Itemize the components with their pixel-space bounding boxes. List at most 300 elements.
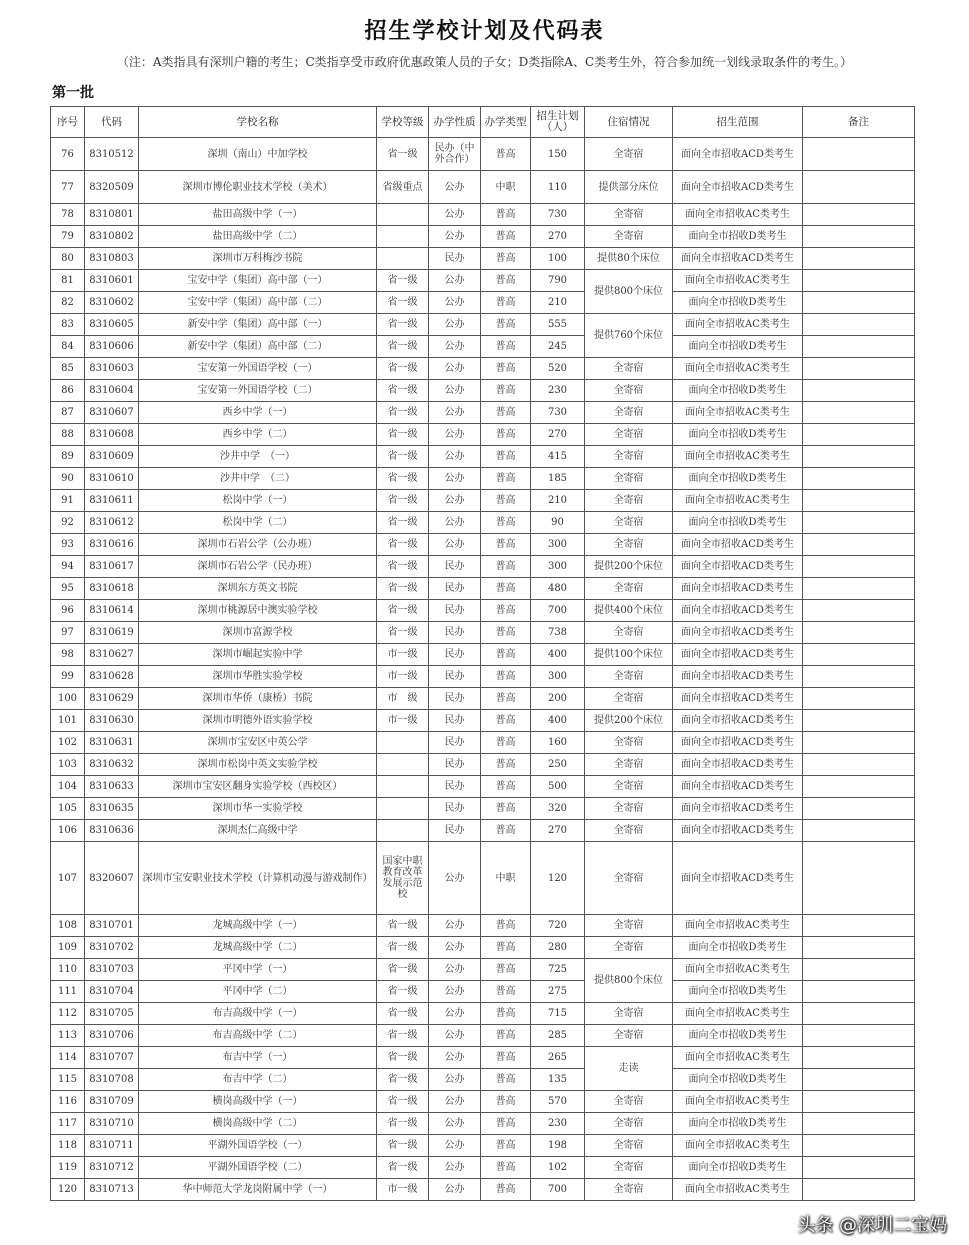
school-code-cell: 8310636 — [85, 820, 139, 842]
school-level-cell: 省一级 — [377, 1157, 429, 1179]
enrollment-scope-cell: 面向全市招收AC类考生 — [673, 959, 803, 981]
ownership-cell: 公办 — [429, 959, 481, 981]
ownership-cell: 公办 — [429, 842, 481, 915]
school-type-cell: 普高 — [481, 512, 531, 534]
school-code-cell: 8310707 — [85, 1047, 139, 1069]
boarding-cell: 全寄宿 — [585, 468, 673, 490]
table-row — [51, 1091, 915, 1113]
boarding-cell: 全寄宿 — [585, 798, 673, 820]
remarks-cell — [803, 402, 915, 424]
school-code-cell: 8310617 — [85, 556, 139, 578]
table-row — [51, 688, 915, 710]
ownership-cell: 公办 — [429, 446, 481, 468]
remarks-cell — [803, 336, 915, 358]
enrollment-plan-cell: 700 — [531, 1179, 585, 1201]
school-type-cell: 普高 — [481, 578, 531, 600]
school-code-cell: 8310712 — [85, 1157, 139, 1179]
row-index-cell: 94 — [51, 556, 85, 578]
enrollment-scope-cell: 面向全市招收ACD类考生 — [673, 754, 803, 776]
row-index-cell: 117 — [51, 1113, 85, 1135]
ownership-cell: 公办 — [429, 314, 481, 336]
school-level-cell: 省一级 — [377, 424, 429, 446]
row-index-cell: 88 — [51, 424, 85, 446]
enrollment-scope-cell: 面向全市招收ACD类考生 — [673, 138, 803, 171]
enrollment-scope-cell: 面向全市招收AC类考生 — [673, 1091, 803, 1113]
enrollment-scope-cell: 面向全市招收ACD类考生 — [673, 666, 803, 688]
row-index-cell: 98 — [51, 644, 85, 666]
school-type-cell: 普高 — [481, 600, 531, 622]
enrollment-plan-cell: 415 — [531, 446, 585, 468]
school-level-cell: 市 级 — [377, 688, 429, 710]
school-code-cell: 8310705 — [85, 1003, 139, 1025]
enrollment-scope-cell: 面向全市招收AC类考生 — [673, 1003, 803, 1025]
remarks-cell — [803, 358, 915, 380]
remarks-cell — [803, 1025, 915, 1047]
enrollment-plan-cell: 320 — [531, 798, 585, 820]
row-index-cell: 77 — [51, 171, 85, 204]
header-code: 代码 — [85, 107, 139, 138]
boarding-cell: 全寄宿 — [585, 732, 673, 754]
school-level-cell — [377, 226, 429, 248]
enrollment-scope-cell: 面向全市招收AC类考生 — [673, 1047, 803, 1069]
school-type-cell: 普高 — [481, 710, 531, 732]
school-level-cell — [377, 798, 429, 820]
school-code-cell: 8310614 — [85, 600, 139, 622]
school-name-cell: 深圳市华胜实验学校 — [139, 666, 377, 688]
remarks-cell — [803, 1091, 915, 1113]
enrollment-plan-cell: 790 — [531, 270, 585, 292]
school-name-cell: 深圳市万科梅沙书院 — [139, 248, 377, 270]
school-name-cell: 西乡中学（一） — [139, 402, 377, 424]
school-type-cell: 普高 — [481, 1047, 531, 1069]
school-type-cell: 普高 — [481, 556, 531, 578]
remarks-cell — [803, 798, 915, 820]
boarding-cell: 全寄宿 — [585, 915, 673, 937]
row-index-cell: 89 — [51, 446, 85, 468]
school-name-cell: 深圳市富源学校 — [139, 622, 377, 644]
ownership-cell: 公办 — [429, 1091, 481, 1113]
table-row — [51, 138, 915, 171]
table-row — [51, 600, 915, 622]
ownership-cell: 公办 — [429, 490, 481, 512]
table-row — [51, 336, 915, 358]
ownership-cell: 民办 — [429, 578, 481, 600]
boarding-cell: 提供部分床位 — [585, 171, 673, 204]
school-type-cell: 中职 — [481, 171, 531, 204]
school-code-cell: 8310703 — [85, 959, 139, 981]
school-type-cell: 普高 — [481, 314, 531, 336]
boarding-cell: 全寄宿 — [585, 424, 673, 446]
row-index-cell: 85 — [51, 358, 85, 380]
row-index-cell: 76 — [51, 138, 85, 171]
school-level-cell: 省一级 — [377, 1113, 429, 1135]
school-code-cell: 8310710 — [85, 1113, 139, 1135]
school-code-cell: 8310608 — [85, 424, 139, 446]
enrollment-scope-cell: 面向全市招收D类考生 — [673, 226, 803, 248]
row-index-cell: 106 — [51, 820, 85, 842]
ownership-cell: 民办 — [429, 732, 481, 754]
school-name-cell: 宝安第一外国语学校（二） — [139, 380, 377, 402]
row-index-cell: 109 — [51, 937, 85, 959]
enrollment-scope-cell: 面向全市招收D类考生 — [673, 1113, 803, 1135]
school-type-cell: 普高 — [481, 622, 531, 644]
school-name-cell: 宝安第一外国语学校（一） — [139, 358, 377, 380]
header-enrollment-scope: 招生范围 — [673, 107, 803, 138]
table-row — [51, 556, 915, 578]
school-level-cell: 省一级 — [377, 937, 429, 959]
enrollment-scope-cell: 面向全市招收ACD类考生 — [673, 710, 803, 732]
remarks-cell — [803, 226, 915, 248]
row-index-cell: 78 — [51, 204, 85, 226]
row-index-cell: 99 — [51, 666, 85, 688]
table-row — [51, 1135, 915, 1157]
table-row — [51, 754, 915, 776]
row-index-cell: 96 — [51, 600, 85, 622]
table-row — [51, 842, 915, 915]
ownership-cell: 公办 — [429, 1157, 481, 1179]
school-level-cell: 省一级 — [377, 1091, 429, 1113]
boarding-cell: 全寄宿 — [585, 1157, 673, 1179]
enrollment-scope-cell: 面向全市招收AC类考生 — [673, 314, 803, 336]
school-code-cell: 8310711 — [85, 1135, 139, 1157]
ownership-cell: 公办 — [429, 1025, 481, 1047]
enrollment-scope-cell: 面向全市招收ACD类考生 — [673, 798, 803, 820]
remarks-cell — [803, 556, 915, 578]
row-index-cell: 92 — [51, 512, 85, 534]
remarks-cell — [803, 1003, 915, 1025]
school-level-cell — [377, 754, 429, 776]
enrollment-plan-cell: 250 — [531, 754, 585, 776]
school-code-cell: 8310803 — [85, 248, 139, 270]
school-level-cell: 市一级 — [377, 644, 429, 666]
ownership-cell: 公办 — [429, 915, 481, 937]
enrollment-plan-cell: 570 — [531, 1091, 585, 1113]
school-name-cell: 布吉高级中学（二） — [139, 1025, 377, 1047]
boarding-cell: 全寄宿 — [585, 204, 673, 226]
remarks-cell — [803, 138, 915, 171]
table-row — [51, 959, 915, 981]
header-ownership: 办学性质 — [429, 107, 481, 138]
school-name-cell: 平湖外国语学校（一） — [139, 1135, 377, 1157]
school-name-cell: 宝安中学（集团）高中部（二） — [139, 292, 377, 314]
school-type-cell: 普高 — [481, 292, 531, 314]
enrollment-plan-cell: 100 — [531, 248, 585, 270]
enrollment-plan-cell: 200 — [531, 688, 585, 710]
ownership-cell: 公办 — [429, 937, 481, 959]
school-type-cell: 中职 — [481, 842, 531, 915]
school-type-cell: 普高 — [481, 248, 531, 270]
enrollment-plan-cell: 270 — [531, 424, 585, 446]
enrollment-plan-cell: 230 — [531, 1113, 585, 1135]
enrollment-plan-cell: 160 — [531, 732, 585, 754]
school-level-cell: 省一级 — [377, 446, 429, 468]
school-name-cell: 平冈中学（一） — [139, 959, 377, 981]
school-code-cell: 8310606 — [85, 336, 139, 358]
school-type-cell: 普高 — [481, 981, 531, 1003]
school-type-cell: 普高 — [481, 204, 531, 226]
enrollment-plan-cell: 230 — [531, 380, 585, 402]
enrollment-plan-cell: 198 — [531, 1135, 585, 1157]
remarks-cell — [803, 754, 915, 776]
enrollment-plan-cell: 210 — [531, 292, 585, 314]
boarding-cell: 提供760个床位 — [585, 314, 673, 358]
header-remarks: 备注 — [803, 107, 915, 138]
enrollment-scope-cell: 面向全市招收AC类考生 — [673, 402, 803, 424]
ownership-cell: 民办 — [429, 248, 481, 270]
boarding-cell: 全寄宿 — [585, 358, 673, 380]
enrollment-scope-cell: 面向全市招收ACD类考生 — [673, 248, 803, 270]
school-level-cell: 市一级 — [377, 666, 429, 688]
enrollment-scope-cell: 面向全市招收D类考生 — [673, 1157, 803, 1179]
table-row — [51, 1157, 915, 1179]
enrollment-plan-cell: 300 — [531, 534, 585, 556]
school-level-cell: 省一级 — [377, 380, 429, 402]
school-code-cell: 8310713 — [85, 1179, 139, 1201]
school-name-cell: 布吉中学（一） — [139, 1047, 377, 1069]
ownership-cell: 公办 — [429, 424, 481, 446]
enrollment-scope-cell: 面向全市招收ACD类考生 — [673, 556, 803, 578]
school-type-cell: 普高 — [481, 688, 531, 710]
enrollment-scope-cell: 面向全市招收D类考生 — [673, 380, 803, 402]
table-row — [51, 915, 915, 937]
school-code-cell: 8320509 — [85, 171, 139, 204]
school-level-cell: 省一级 — [377, 468, 429, 490]
table-row — [51, 314, 915, 336]
school-name-cell: 龙城高级中学（二） — [139, 937, 377, 959]
school-code-cell: 8310605 — [85, 314, 139, 336]
school-code-cell: 8310632 — [85, 754, 139, 776]
enrollment-scope-cell: 面向全市招收ACD类考生 — [673, 622, 803, 644]
table-row — [51, 666, 915, 688]
enrollment-plan-cell: 715 — [531, 1003, 585, 1025]
row-index-cell: 84 — [51, 336, 85, 358]
row-index-cell: 81 — [51, 270, 85, 292]
school-name-cell: 西乡中学（二） — [139, 424, 377, 446]
boarding-cell: 全寄宿 — [585, 226, 673, 248]
school-type-cell: 普高 — [481, 336, 531, 358]
school-code-cell: 8310601 — [85, 270, 139, 292]
ownership-cell: 民办 — [429, 798, 481, 820]
school-type-cell: 普高 — [481, 959, 531, 981]
remarks-cell — [803, 248, 915, 270]
school-code-cell: 8310512 — [85, 138, 139, 171]
row-index-cell: 86 — [51, 380, 85, 402]
row-index-cell: 113 — [51, 1025, 85, 1047]
school-name-cell: 深圳市松岗中英文实验学校 — [139, 754, 377, 776]
row-index-cell: 80 — [51, 248, 85, 270]
ownership-cell: 民办 — [429, 754, 481, 776]
boarding-cell: 全寄宿 — [585, 402, 673, 424]
school-code-cell: 8310602 — [85, 292, 139, 314]
row-index-cell: 101 — [51, 710, 85, 732]
ownership-cell: 公办 — [429, 402, 481, 424]
table-row — [51, 292, 915, 314]
school-level-cell: 省级重点 — [377, 171, 429, 204]
school-name-cell: 深圳杰仁高级中学 — [139, 820, 377, 842]
enrollment-scope-cell: 面向全市招收AC类考生 — [673, 204, 803, 226]
school-name-cell: 横岗高级中学（二） — [139, 1113, 377, 1135]
remarks-cell — [803, 1113, 915, 1135]
enrollment-scope-cell: 面向全市招收ACD类考生 — [673, 171, 803, 204]
school-level-cell: 省一级 — [377, 512, 429, 534]
table-row — [51, 424, 915, 446]
remarks-cell — [803, 1135, 915, 1157]
row-index-cell: 103 — [51, 754, 85, 776]
school-type-cell: 普高 — [481, 1179, 531, 1201]
table-row — [51, 981, 915, 1003]
ownership-cell: 公办 — [429, 226, 481, 248]
boarding-cell: 全寄宿 — [585, 842, 673, 915]
school-code-cell: 8310612 — [85, 512, 139, 534]
school-name-cell: 盐田高级中学（二） — [139, 226, 377, 248]
remarks-cell — [803, 600, 915, 622]
table-row — [51, 1003, 915, 1025]
row-index-cell: 111 — [51, 981, 85, 1003]
header-enrollment-plan: 招生计划（人） — [531, 107, 585, 138]
school-type-cell: 普高 — [481, 1157, 531, 1179]
table-row — [51, 937, 915, 959]
row-index-cell: 107 — [51, 842, 85, 915]
table-header-row — [51, 107, 915, 138]
row-index-cell: 108 — [51, 915, 85, 937]
remarks-cell — [803, 534, 915, 556]
remarks-cell — [803, 292, 915, 314]
school-code-cell: 8310709 — [85, 1091, 139, 1113]
row-index-cell: 104 — [51, 776, 85, 798]
school-name-cell: 松岗中学（二） — [139, 512, 377, 534]
enrollment-scope-cell: 面向全市招收ACD类考生 — [673, 688, 803, 710]
school-code-cell: 8310704 — [85, 981, 139, 1003]
table-row — [51, 270, 915, 292]
ownership-cell: 公办 — [429, 1003, 481, 1025]
enrollment-plan-cell: 738 — [531, 622, 585, 644]
ownership-cell: 公办 — [429, 534, 481, 556]
remarks-cell — [803, 578, 915, 600]
school-name-cell: 新安中学（集团）高中部（一） — [139, 314, 377, 336]
school-code-cell: 8310630 — [85, 710, 139, 732]
school-level-cell: 省一级 — [377, 556, 429, 578]
table-row — [51, 1047, 915, 1069]
school-level-cell: 省一级 — [377, 1135, 429, 1157]
table-row — [51, 578, 915, 600]
remarks-cell — [803, 959, 915, 981]
school-name-cell: 龙城高级中学（一） — [139, 915, 377, 937]
ownership-cell: 民办 — [429, 622, 481, 644]
row-index-cell: 118 — [51, 1135, 85, 1157]
enrollment-plan-cell: 270 — [531, 820, 585, 842]
school-code-cell: 8310701 — [85, 915, 139, 937]
table-row — [51, 1069, 915, 1091]
school-type-cell: 普高 — [481, 915, 531, 937]
boarding-cell: 全寄宿 — [585, 937, 673, 959]
table-row — [51, 512, 915, 534]
school-code-cell: 8310633 — [85, 776, 139, 798]
ownership-cell: 民办 — [429, 688, 481, 710]
ownership-cell: 公办 — [429, 1179, 481, 1201]
enrollment-scope-cell: 面向全市招收ACD类考生 — [673, 644, 803, 666]
enrollment-scope-cell: 面向全市招收ACD类考生 — [673, 776, 803, 798]
school-level-cell: 省一级 — [377, 959, 429, 981]
school-level-cell: 省一级 — [377, 1003, 429, 1025]
school-name-cell: 松岗中学（一） — [139, 490, 377, 512]
table-row — [51, 622, 915, 644]
table-row — [51, 776, 915, 798]
enrollment-plan-cell: 275 — [531, 981, 585, 1003]
row-index-cell: 87 — [51, 402, 85, 424]
boarding-cell: 全寄宿 — [585, 578, 673, 600]
table-row — [51, 490, 915, 512]
remarks-cell — [803, 446, 915, 468]
table-row — [51, 248, 915, 270]
table-row — [51, 171, 915, 204]
boarding-cell: 全寄宿 — [585, 490, 673, 512]
school-type-cell: 普高 — [481, 644, 531, 666]
boarding-cell: 全寄宿 — [585, 534, 673, 556]
school-code-cell: 8310604 — [85, 380, 139, 402]
table-row — [51, 446, 915, 468]
school-level-cell: 省一级 — [377, 292, 429, 314]
boarding-cell: 全寄宿 — [585, 1025, 673, 1047]
boarding-cell: 全寄宿 — [585, 1135, 673, 1157]
school-name-cell: 深圳（南山）中加学校 — [139, 138, 377, 171]
school-type-cell: 普高 — [481, 1113, 531, 1135]
row-index-cell: 91 — [51, 490, 85, 512]
school-level-cell: 省一级 — [377, 138, 429, 171]
header-school-level: 学校等级 — [377, 107, 429, 138]
enrollment-plan-cell: 700 — [531, 600, 585, 622]
school-plan-table — [50, 106, 915, 1201]
school-code-cell: 8310610 — [85, 468, 139, 490]
table-row — [51, 534, 915, 556]
table-row — [51, 1113, 915, 1135]
enrollment-scope-cell: 面向全市招收AC类考生 — [673, 270, 803, 292]
remarks-cell — [803, 270, 915, 292]
ownership-cell: 公办 — [429, 171, 481, 204]
ownership-cell: 公办 — [429, 1135, 481, 1157]
school-level-cell: 省一级 — [377, 490, 429, 512]
school-code-cell: 8310631 — [85, 732, 139, 754]
table-row — [51, 798, 915, 820]
header-school-name: 学校名称 — [139, 107, 377, 138]
batch-heading: 第一批 — [52, 85, 94, 101]
enrollment-plan-cell: 245 — [531, 336, 585, 358]
enrollment-plan-cell: 500 — [531, 776, 585, 798]
enrollment-scope-cell: 面向全市招收ACD类考生 — [673, 578, 803, 600]
school-type-cell: 普高 — [481, 380, 531, 402]
school-type-cell: 普高 — [481, 424, 531, 446]
enrollment-scope-cell: 面向全市招收AC类考生 — [673, 1179, 803, 1201]
watermark-text: 头条 @深圳二宝妈 — [797, 1215, 947, 1236]
ownership-cell: 公办 — [429, 468, 481, 490]
school-name-cell: 深圳市明德外语实验学校 — [139, 710, 377, 732]
school-code-cell: 8310627 — [85, 644, 139, 666]
boarding-cell: 提供200个床位 — [585, 710, 673, 732]
boarding-cell: 提供800个床位 — [585, 959, 673, 1003]
school-code-cell: 8310603 — [85, 358, 139, 380]
boarding-cell: 全寄宿 — [585, 1179, 673, 1201]
enrollment-plan-cell: 400 — [531, 710, 585, 732]
school-type-cell: 普高 — [481, 402, 531, 424]
enrollment-plan-cell: 730 — [531, 204, 585, 226]
ownership-cell: 公办 — [429, 380, 481, 402]
school-code-cell: 8310706 — [85, 1025, 139, 1047]
row-index-cell: 100 — [51, 688, 85, 710]
enrollment-plan-cell: 730 — [531, 402, 585, 424]
boarding-cell: 全寄宿 — [585, 688, 673, 710]
enrollment-plan-cell: 150 — [531, 138, 585, 171]
school-name-cell: 深圳市华一实验学校 — [139, 798, 377, 820]
ownership-cell: 民办 — [429, 600, 481, 622]
